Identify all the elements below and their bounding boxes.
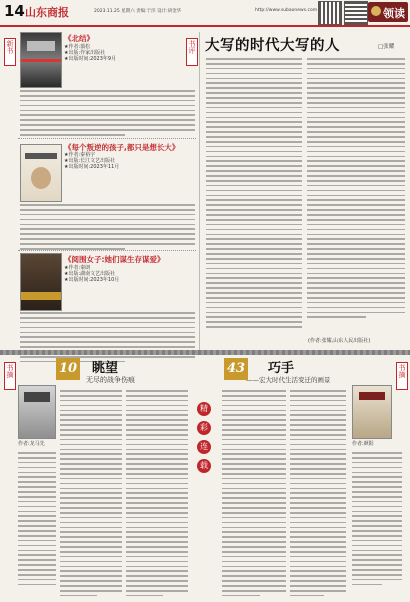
book-review-tag: 书评: [186, 38, 198, 66]
excerpt-body-col1: [60, 390, 122, 600]
serial-char: 精: [197, 402, 211, 416]
author-caption: 作者:颜阳: [352, 441, 374, 447]
excerpt-subtitle: ——宏大时代生活变迁的画景: [246, 376, 331, 384]
excerpt-title: 巧手: [268, 361, 295, 376]
serial-char: 连: [197, 440, 211, 454]
excerpt-body-col0: [18, 452, 56, 589]
book-info: [64, 33, 194, 62]
serial-char: 载: [197, 459, 211, 473]
page-header: [0, 0, 410, 30]
book-cover: [20, 253, 62, 311]
book-cover: [18, 385, 56, 439]
header-rule: [0, 25, 410, 27]
review-byline: □张耀: [378, 44, 395, 50]
book-date: ★出版时间:2023年11月: [64, 164, 120, 170]
chapter-number: 10: [56, 358, 80, 380]
chapter-number: 43: [224, 358, 248, 380]
qr-code-icon: [318, 1, 342, 25]
excerpt-body-col3: [352, 452, 402, 589]
new-book-tag: 新书: [4, 38, 16, 66]
book-title: 《每个叛逆的孩子,都只是想长大》: [64, 143, 180, 152]
review-body-col2: [307, 58, 405, 321]
column-divider: [199, 32, 200, 350]
excerpt-tag: 书摘: [396, 362, 408, 390]
section-badge: 领读: [368, 2, 408, 22]
excerpt-tag: 书摘: [4, 362, 16, 390]
excerpt-body-col2: [126, 390, 188, 600]
book-cover: [352, 385, 392, 439]
page-number: 14: [4, 2, 25, 20]
book-cover: [20, 144, 62, 202]
book-date: ★出版时间:2023年9月: [64, 56, 117, 62]
book-cover: [20, 32, 62, 88]
qr-code-icon: [344, 1, 368, 25]
excerpt-band: [0, 350, 410, 355]
review-body-col1: [206, 58, 302, 331]
serial-char: 彩: [197, 421, 211, 435]
excerpt-body-col1: [222, 390, 286, 600]
badge-icon: [371, 6, 381, 16]
divider: [18, 138, 196, 139]
excerpt-body-col2: [290, 390, 346, 600]
book-publisher: ★出版:作家出版社: [64, 50, 106, 56]
book-blurb: [20, 204, 195, 253]
excerpt-title: 眺望: [92, 361, 119, 376]
author-caption: 作者:龙马先: [18, 441, 45, 447]
divider: [18, 250, 196, 251]
review-title: 大写的时代大写的人: [205, 37, 340, 54]
book-publisher: ★出版:长江文艺出版社: [64, 158, 116, 164]
serial-label: [197, 402, 213, 473]
book-info: [64, 254, 196, 283]
book-title: 《北结》: [64, 34, 94, 43]
book-author: ★作者:秦朗: [64, 265, 91, 271]
date-line: 2023.11.25 星期六 责编:于洋 设计:胡金华: [94, 9, 182, 14]
book-info: [64, 143, 196, 170]
book-author: ★作者:秦裕宇: [64, 152, 96, 158]
book-author: ★作者:翦松: [64, 44, 91, 50]
book-publisher: ★出版:湖南文艺出版社: [64, 271, 116, 277]
review-signature: (作者:张耀,山东人民出版社): [308, 338, 371, 344]
book-date: ★出版时间:2023年10月: [64, 277, 120, 283]
book-blurb: [20, 90, 195, 139]
website: http://www.subaonews.com: [255, 8, 318, 13]
excerpt-subtitle: 无尽的战争伤痕: [86, 376, 135, 384]
paper-name: 山东商报: [25, 6, 69, 19]
book-title: 《阅围女子:她们谋生存谋爱》: [64, 255, 165, 264]
